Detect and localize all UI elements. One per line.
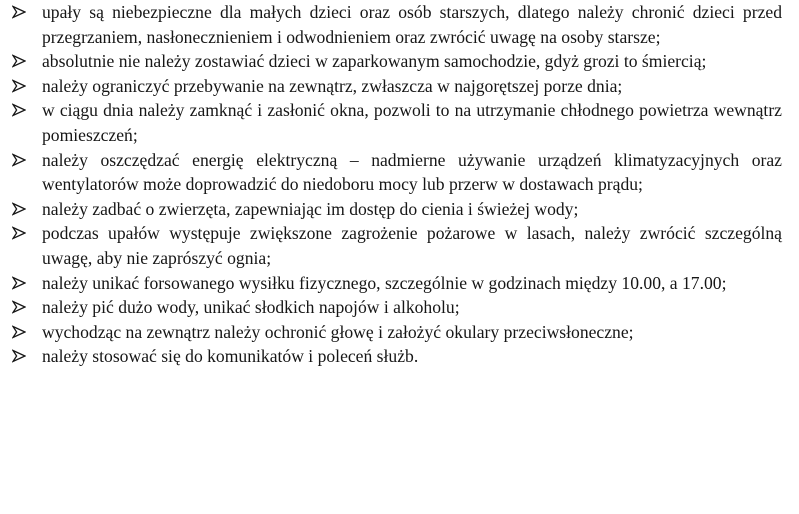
arrowhead-bullet-icon [12, 103, 26, 117]
list-item [10, 320, 782, 345]
bullet-list [10, 0, 782, 369]
arrowhead-bullet-icon [12, 54, 26, 68]
list-item-text: należy pić dużo wody, unikać słodkich napojów i alkoholu; [42, 297, 460, 318]
list-item-text: należy zadbać o zwierzęta, zapewniając im dostęp do cienia i świeżej wody; [42, 198, 579, 219]
list-item [10, 197, 782, 222]
list-item-text: absolutnie nie należy zostawiać dzieci w zaparkowanym samochodzie, gdyż grozi to śmiercią; [42, 51, 707, 72]
arrowhead-bullet-icon [12, 349, 26, 363]
arrowhead-bullet-icon [12, 226, 26, 240]
list-item [10, 344, 782, 369]
list-item-text: w ciągu dnia należy zamknąć i zasłonić okna, pozwoli to na utrzymanie chłodnego powietrza wewnątrz pomieszczeń; [42, 100, 782, 145]
list-item [10, 74, 782, 99]
list-item-text: należy stosować się do komunikatów i poleceń służb. [42, 346, 419, 367]
arrowhead-bullet-icon [12, 5, 26, 19]
list-item-text: należy ograniczyć przebywanie na zewnątrz, zwłaszcza w najgorętszej porze dnia; [42, 75, 623, 96]
list-item-text: podczas upałów występuje zwiększone zagrożenie pożarowe w lasach, należy zwrócić szczególną uwagę, aby nie zaprószyć ognia; [42, 223, 782, 268]
arrowhead-bullet-icon [12, 153, 26, 167]
list-item [10, 98, 782, 147]
list-item [10, 148, 782, 197]
list-item-text: należy unikać forsowanego wysiłku fizycznego, szczególnie w godzinach między 10.00, a 17.00; [42, 272, 727, 293]
arrowhead-bullet-icon [12, 276, 26, 290]
list-item [10, 221, 782, 270]
list-item-text: upały są niebezpieczne dla małych dzieci oraz osób starszych, dlatego należy chronić dzieci przed przegrzaniem, nasłonecznieniem i odwodnieniem oraz zwrócić uwagę na osoby starsze; [42, 2, 782, 47]
list-item [10, 295, 782, 320]
list-item [10, 271, 782, 296]
list-item-text: należy oszczędzać energię elektryczną – nadmierne używanie urządzeń klimatyzacyjnych oraz wentylatorów może doprowadzić do niedoboru mocy lub przerw w dostawach prądu; [42, 149, 782, 195]
list-item [10, 0, 782, 49]
list-item-text: wychodząc na zewnątrz należy ochronić głowę i założyć okulary przeciwsłoneczne; [42, 321, 634, 342]
arrowhead-bullet-icon [12, 300, 26, 314]
arrowhead-bullet-icon [12, 79, 26, 93]
list-item [10, 49, 782, 74]
arrowhead-bullet-icon [12, 202, 26, 216]
arrowhead-bullet-icon [12, 325, 26, 339]
